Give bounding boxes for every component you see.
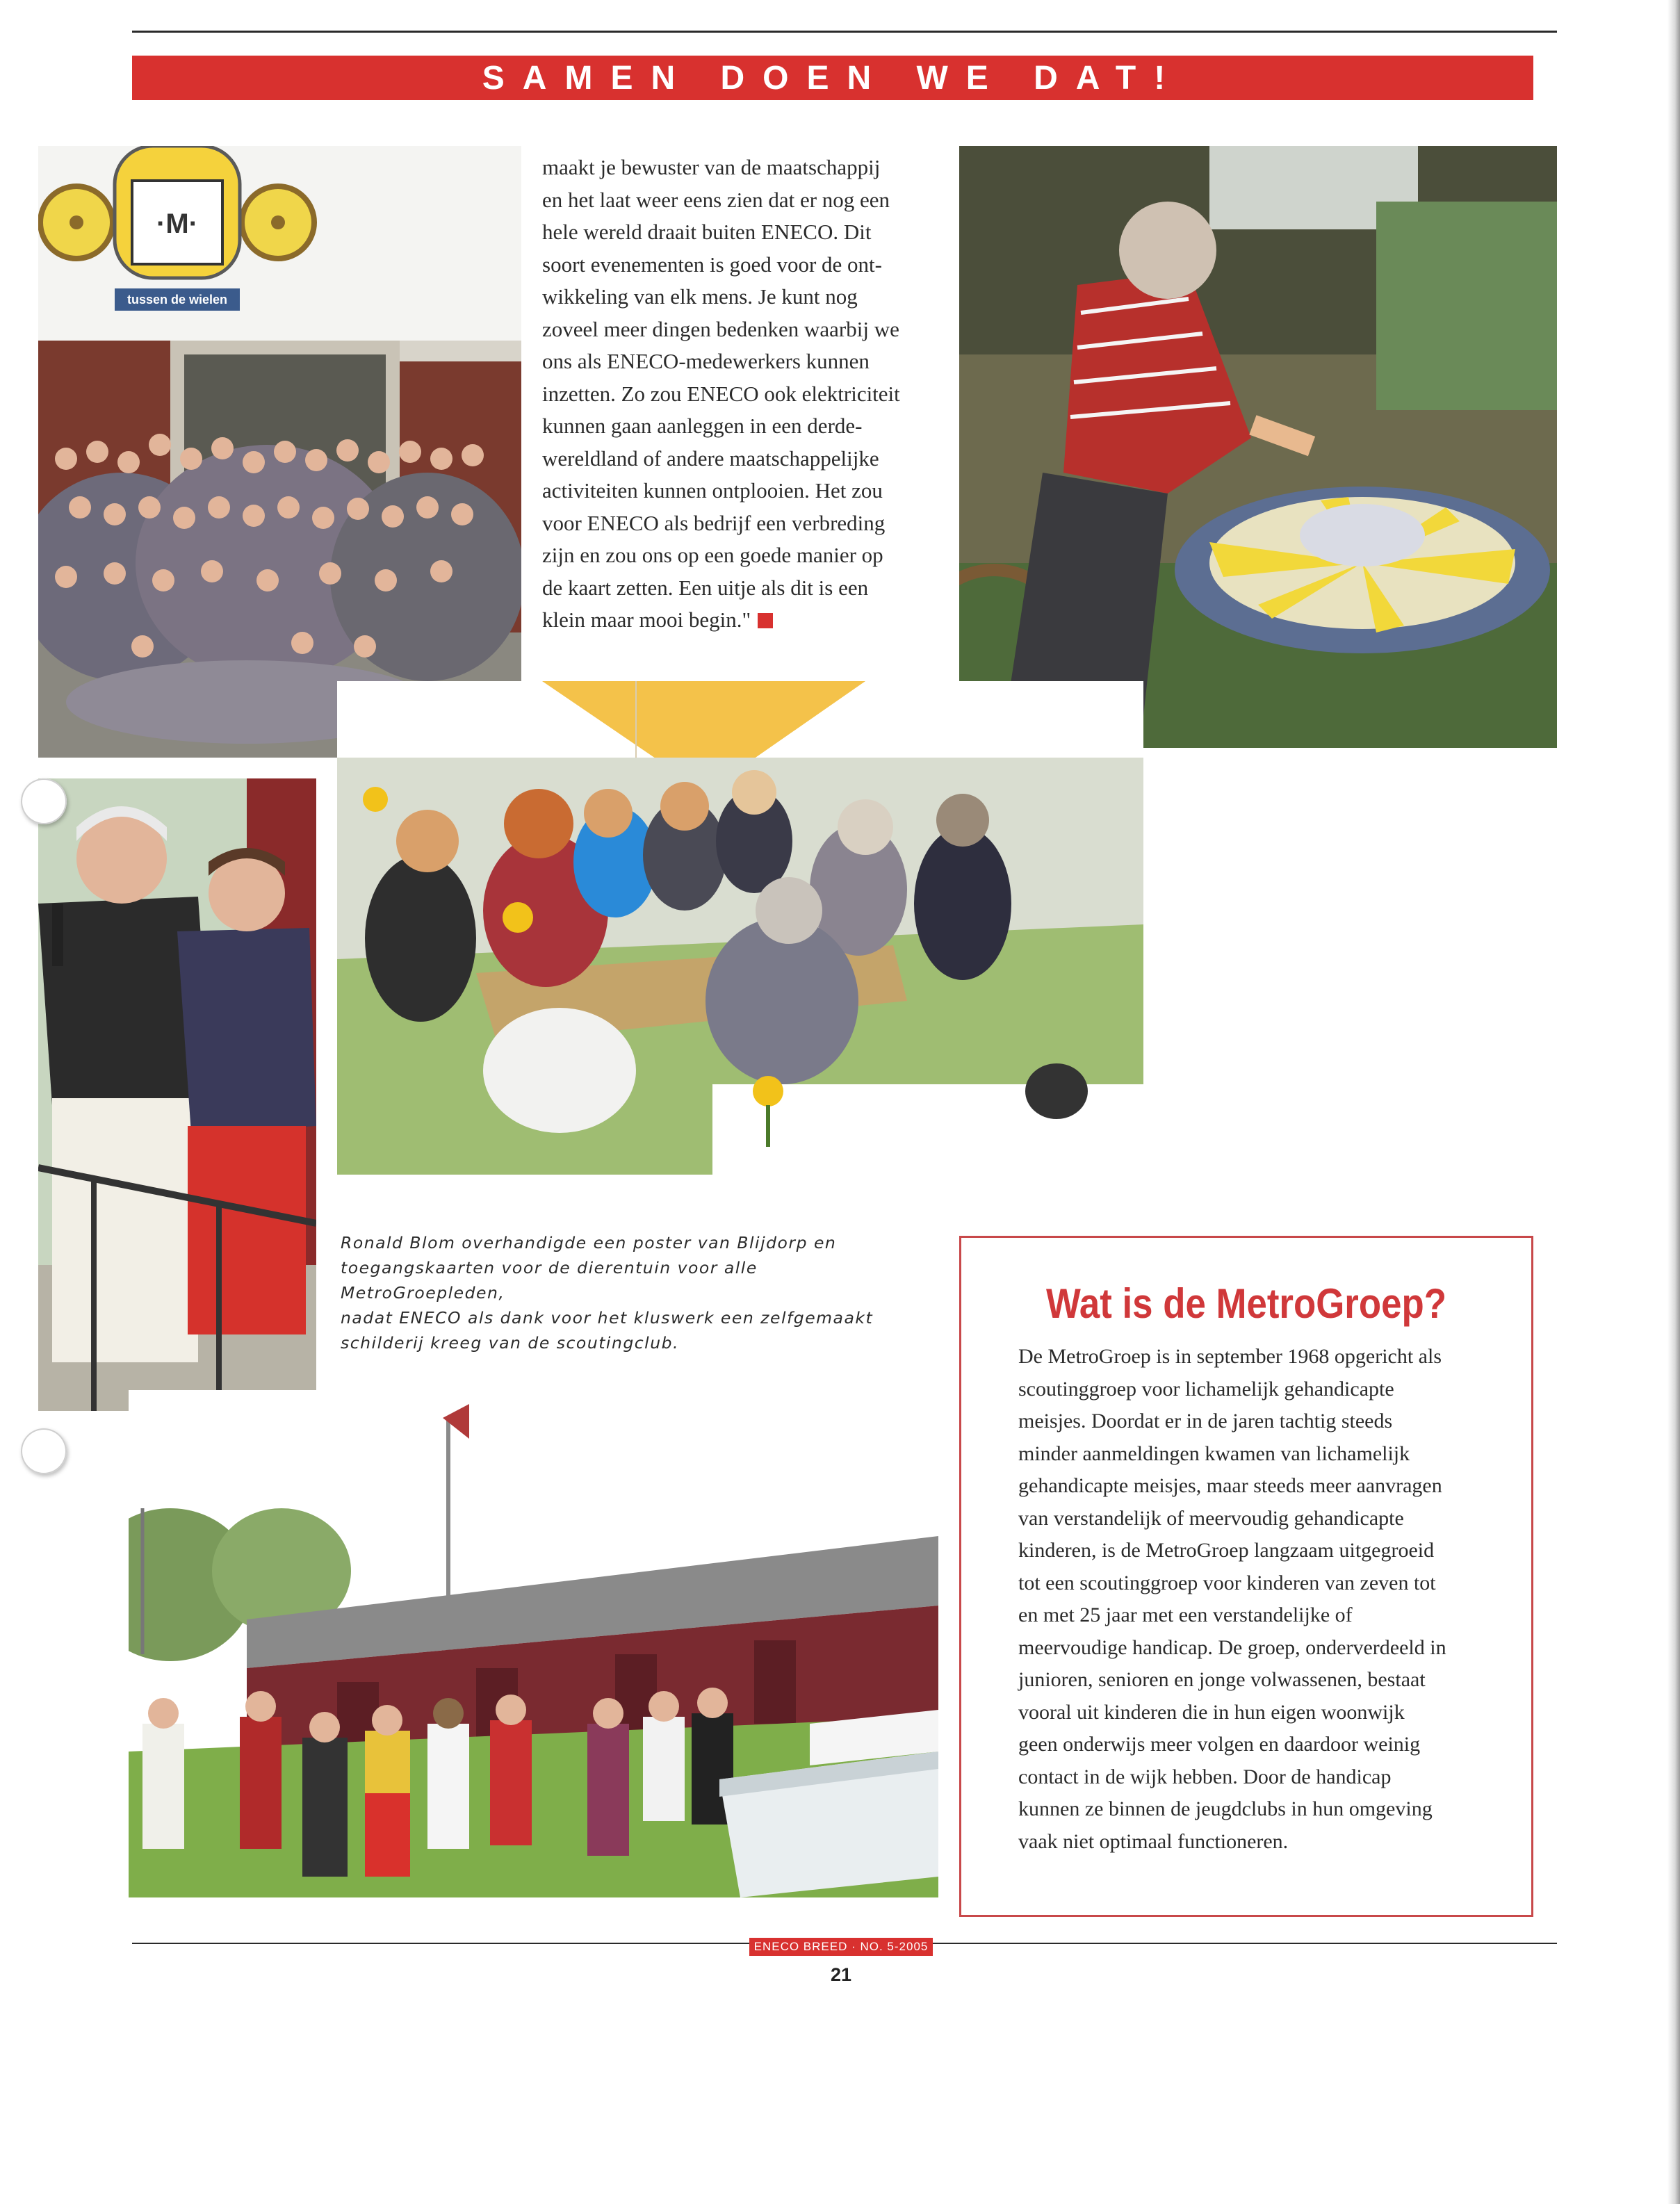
article-line: ons als ENECO-medewerkers kunnen xyxy=(542,349,870,373)
infobox-line: gehandicapte meisjes, maar steeds meer aanvragen xyxy=(1018,1474,1442,1497)
clubhouse-lawn-photo xyxy=(129,1390,938,1897)
binder-hole xyxy=(21,778,67,824)
page-number: 21 xyxy=(830,1964,852,1985)
infobox-line: junioren, senioren en jonge volwassenen, bestaat xyxy=(1018,1668,1426,1691)
caption-line: toegangskaarten voor de dierentuin voor alle MetroGroepleden, xyxy=(341,1258,758,1303)
section-title: SAMEN DOEN WE DAT! xyxy=(482,59,1184,97)
group-photo xyxy=(38,146,521,758)
article-line: en het laat weer eens zien dat er nog een xyxy=(542,187,890,212)
infobox-line: scoutinggroep voor lichamelijk gehandicapte xyxy=(1018,1377,1394,1401)
article-line: wikkeling van elk mens. Je kunt nog xyxy=(542,284,858,309)
article-body xyxy=(542,152,942,637)
infobox-line: De MetroGroep is in september 1968 opgericht als xyxy=(1018,1345,1442,1368)
article-line-text: klein maar mooi begin." xyxy=(542,607,751,632)
article-line: soort evenementen is goed voor de ont- xyxy=(542,252,882,277)
infobox-line: en met 25 jaar met een verstandelijke of xyxy=(1018,1603,1353,1626)
caption-line: Ronald Blom overhandigde een poster van Blijdorp en xyxy=(341,1233,837,1252)
publication-tag: ENECO BREED · NO. 5-2005 xyxy=(749,1938,933,1956)
infobox-body xyxy=(1018,1341,1491,1858)
caption-line: nadat ENECO als dank voor het kluswerk een zelfgemaakt xyxy=(341,1308,874,1328)
article-line-last xyxy=(542,604,942,637)
infobox-line: meisjes. Doordat er in de jaren tachtig steeds xyxy=(1018,1410,1393,1432)
infobox-line: kunnen ze binnen de jeugdclubs in hun omgeving xyxy=(1018,1797,1433,1820)
article-line: kunnen gaan aanleggen in een derde- xyxy=(542,414,863,438)
speech-photo xyxy=(38,778,316,1411)
photo-caption xyxy=(341,1230,924,1355)
group-sign-text: tussen de wielen xyxy=(127,293,228,307)
section-banner xyxy=(132,56,1533,100)
binder-hole xyxy=(21,1428,67,1474)
svg-text:·M·: ·M· xyxy=(156,209,198,239)
article-line: inzetten. Zo zou ENECO ook elektriciteit xyxy=(542,381,900,406)
article-line: wereldland of andere maatschappelijke xyxy=(542,446,879,471)
infobox-line: van verstandelijk of meervoudig gehandicapte xyxy=(1018,1506,1404,1530)
scan-edge xyxy=(1667,0,1680,2204)
article-line: activiteiten kunnen ontplooien. Het zou xyxy=(542,478,883,503)
top-rule xyxy=(132,31,1557,33)
infobox-line: geen onderwijs meer volgen en daardoor weinig xyxy=(1018,1733,1421,1756)
article-line: zoveel meer dingen bedenken waarbij we xyxy=(542,316,899,341)
infobox-line: kinderen, is de MetroGroep langzaam uitgegroeid xyxy=(1018,1539,1435,1562)
article-line: zijn en zou ons op een goede manier op xyxy=(542,543,883,567)
infobox-title: Wat is de MetroGroep? xyxy=(1046,1280,1446,1327)
end-of-article-square-icon xyxy=(758,613,773,628)
infobox-line: vooral uit kinderen die in hun eigen woonwijk xyxy=(1018,1700,1405,1724)
infobox-line: meervoudige handicap. De groep, onderverdeeld in xyxy=(1018,1635,1446,1659)
caption-line: schilderij kreeg van de scoutingclub. xyxy=(341,1333,679,1353)
infobox-line: tot een scoutinggroep voor kinderen van zeven tot xyxy=(1018,1571,1436,1594)
article-line: voor ENECO als bedrijf een verbreding xyxy=(542,510,886,535)
painting-wheel-photo xyxy=(959,146,1557,748)
infobox-line: vaak niet optimaal functioneren. xyxy=(1018,1829,1289,1853)
infobox-line: contact in de wijk hebben. Door de handicap xyxy=(1018,1765,1392,1788)
article-line: de kaart zetten. Een uitje als dit is een xyxy=(542,575,869,600)
tent-table-photo xyxy=(337,681,1143,1175)
metrogroep-infobox xyxy=(959,1236,1533,1917)
article-line: maakt je bewuster van de maatschappij xyxy=(542,155,881,179)
infobox-line: minder aanmeldingen kwamen van lichamelijk xyxy=(1018,1442,1410,1465)
article-line: hele wereld draait buiten ENECO. Dit xyxy=(542,220,872,244)
